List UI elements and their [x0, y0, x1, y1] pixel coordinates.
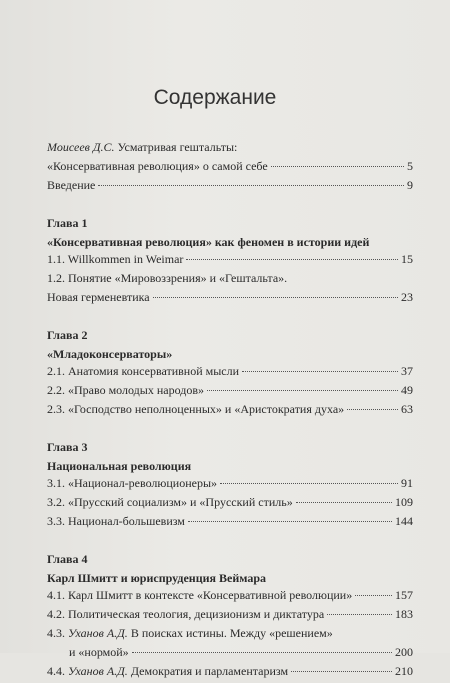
toc-entry: Введение 9	[47, 178, 413, 192]
chapter-subtitle: «Младоконсерваторы»	[47, 347, 173, 361]
toc-entry: Моисеев Д.С. Усматривая гештальты:	[47, 140, 238, 154]
chapter-heading: Глава 4	[47, 552, 88, 566]
toc-entry: и «нормой» 200	[69, 645, 413, 659]
toc-entry: «Консервативная революция» о самой себе 5	[47, 159, 413, 173]
toc-entry: 4.3. Уханов А.Д. В поисках истины. Между «решением»	[47, 626, 333, 640]
toc-entry: 4.4. Уханов А.Д. Демократия и парламентаризм 210	[47, 664, 413, 678]
toc-entry: 2.3. «Господство неполноценных» и «Аристократия духа» 63	[47, 402, 413, 416]
toc-entry: 1.2. Понятие «Мировоззрения» и «Гештальта».	[47, 271, 288, 285]
chapter-heading: Глава 1	[47, 216, 88, 230]
toc-entry: Новая герменевтика 23	[47, 290, 413, 304]
page-title: Содержание	[153, 86, 277, 109]
table-of-contents	[47, 140, 413, 683]
chapter-subtitle: «Консервативная революция» как феномен в истории идей	[47, 235, 370, 249]
toc-entry: 4.1. Карл Шмитт в контексте «Консервативной революции» 157	[47, 588, 413, 602]
author-name: Моисеев Д.С.	[47, 140, 115, 154]
toc-entry: 3.1. «Национал-революционеры» 91	[47, 476, 413, 490]
author-name: Уханов А.Д.	[68, 664, 128, 678]
chapter-subtitle: Национальная революция	[47, 459, 192, 473]
toc-entry: 4.2. Политическая теология, децизионизм и диктатура 183	[47, 607, 413, 621]
toc-entry: 2.2. «Право молодых народов» 49	[47, 383, 413, 397]
toc-entry: 3.3. Национал-большевизм 144	[47, 514, 413, 528]
chapter-heading: Глава 2	[47, 328, 88, 342]
toc-entry: 3.2. «Прусский социализм» и «Прусский стиль» 109	[47, 495, 413, 509]
author-name: Уханов А.Д.	[68, 626, 128, 640]
toc-entry: 2.1. Анатомия консервативной мысли 37	[47, 364, 413, 378]
toc-entry: 1.1. Willkommen in Weimar 15	[47, 252, 413, 266]
chapter-subtitle: Карл Шмитт и юриспруденция Веймара	[47, 571, 267, 585]
chapter-heading: Глава 3	[47, 440, 88, 454]
